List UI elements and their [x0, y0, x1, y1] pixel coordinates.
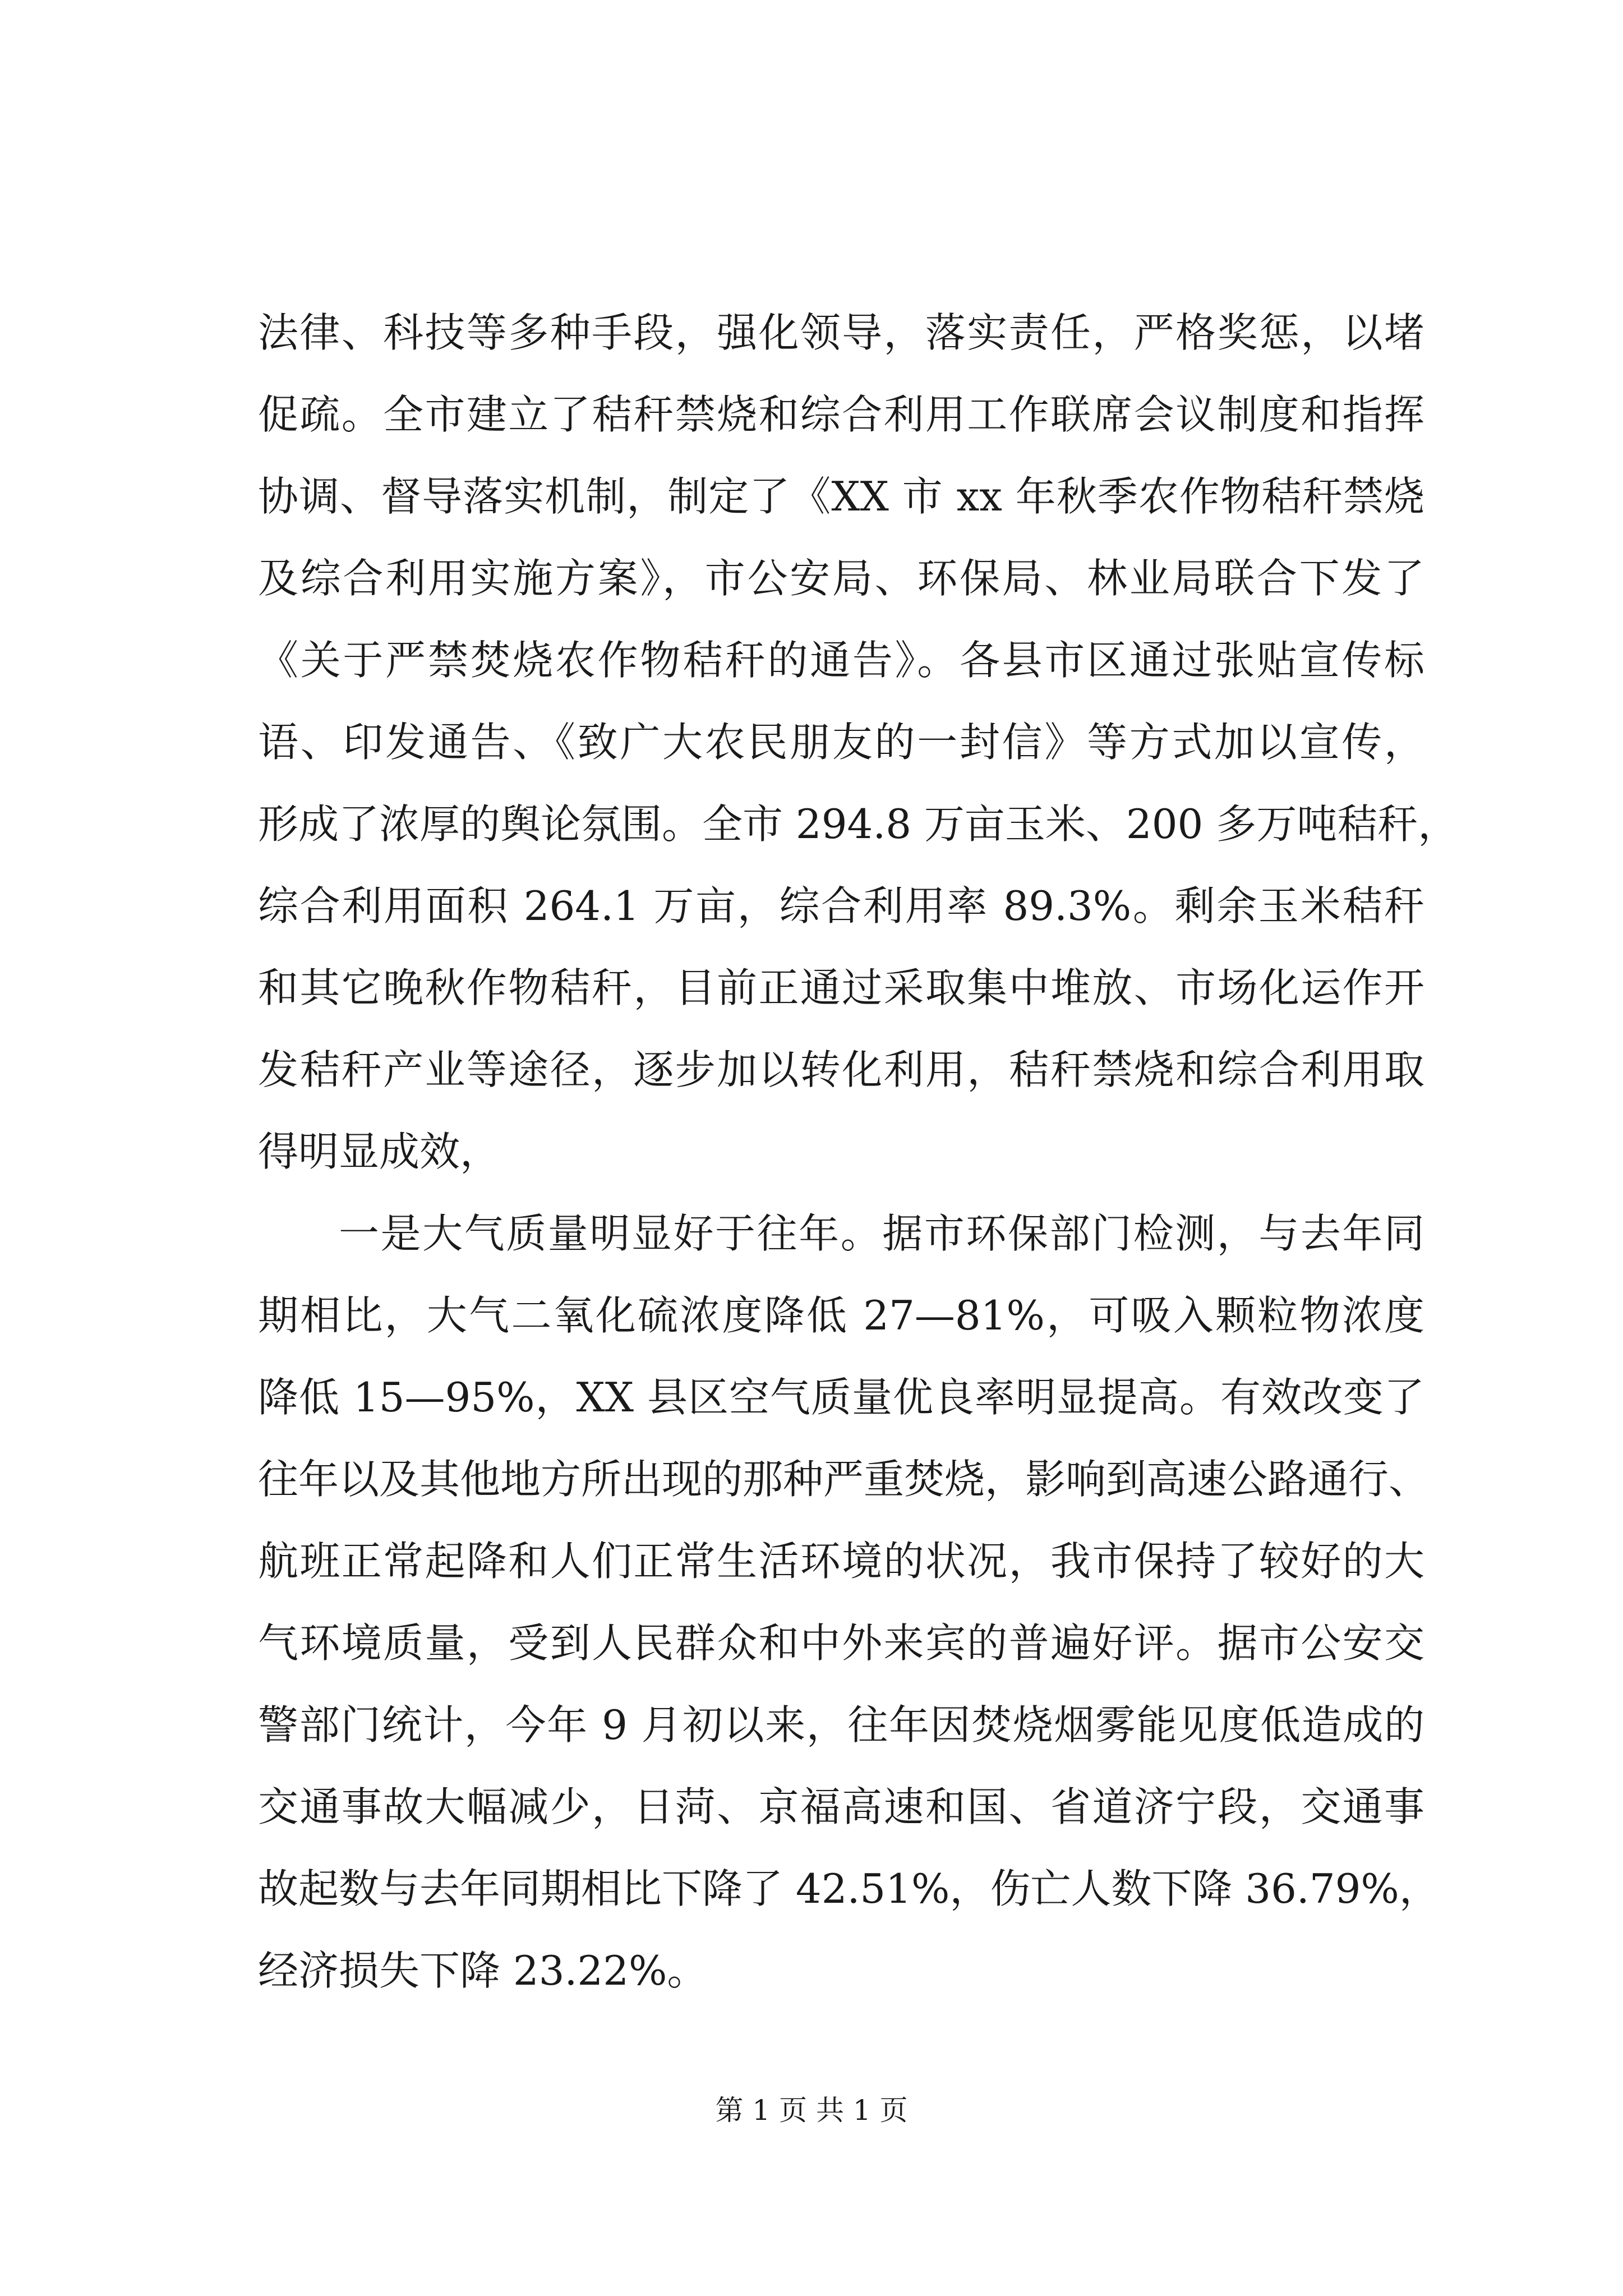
text-line: 和其它晚秋作物秸秆，目前正通过采取集中堆放、市场化运作开: [258, 964, 1424, 1011]
page-footer: [0, 2088, 1623, 2128]
text-line: 语、印发通告、《致广大农民朋友的一封信》等方式加以宣传，: [258, 719, 1424, 766]
page-number-label: 第 1 页 共 1 页: [715, 2094, 908, 2127]
text-line: 促疏。全市建立了秸秆禁烧和综合利用工作联席会议制度和指挥: [258, 391, 1424, 438]
text-line: 航班正常起降和人们正常生活环境的状况，我市保持了较好的大: [258, 1538, 1424, 1585]
text-line: 一是大气质量明显好于往年。据市环保部门检测，与去年同: [339, 1210, 1424, 1257]
text-line: 往年以及其他地方所出现的那种严重焚烧，影响到高速公路通行、: [258, 1456, 1430, 1503]
text-line: 得明显成效，: [258, 1128, 501, 1175]
text-line: 交通事故大幅减少，日菏、京福高速和国、省道济宁段，交通事: [258, 1783, 1424, 1830]
text-line: 综合利用面积 264.1 万亩，综合利用率 89.3%。剩余玉米秸秆: [258, 882, 1424, 930]
text-line: 及综合利用实施方案》，市公安局、环保局、林业局联合下发了: [258, 555, 1424, 602]
text-line: 法律、科技等多种手段，强化领导，落实责任，严格奖惩，以堵: [258, 309, 1424, 356]
text-line: 《关于严禁焚烧农作物秸秆的通告》。各县市区通过张贴宣传标: [258, 637, 1424, 684]
text-line: 故起数与去年同期相比下降了 42.51%，伤亡人数下降 36.79%，: [258, 1865, 1440, 1912]
text-line: 形成了浓厚的舆论氛围。全市 294.8 万亩玉米、200 多万吨秸秆，: [258, 800, 1459, 848]
text-line: 发秸秆产业等途径，逐步加以转化利用，秸秆禁烧和综合利用取: [258, 1046, 1424, 1093]
paragraph-2: [258, 1193, 1440, 2012]
text-line: 降低 15—95%，XX 县区空气质量优良率明显提高。有效改变了: [258, 1374, 1424, 1421]
text-line: 协调、督导落实机制，制定了《XX 市 xx 年秋季农作物秸秆禁烧: [258, 473, 1424, 520]
text-line: 气环境质量，受到人民群众和中外来宾的普遍好评。据市公安交: [258, 1619, 1424, 1667]
text-line: 期相比，大气二氧化硫浓度降低 27—81%，可吸入颗粒物浓度: [258, 1292, 1424, 1339]
paragraph-1: [258, 292, 1459, 1193]
text-line: 经济损失下降 23.22%。: [258, 1947, 708, 1994]
text-line: 警部门统计，今年 9 月初以来，往年因焚烧烟雾能见度低造成的: [258, 1701, 1424, 1749]
body-text: [258, 292, 1459, 2012]
